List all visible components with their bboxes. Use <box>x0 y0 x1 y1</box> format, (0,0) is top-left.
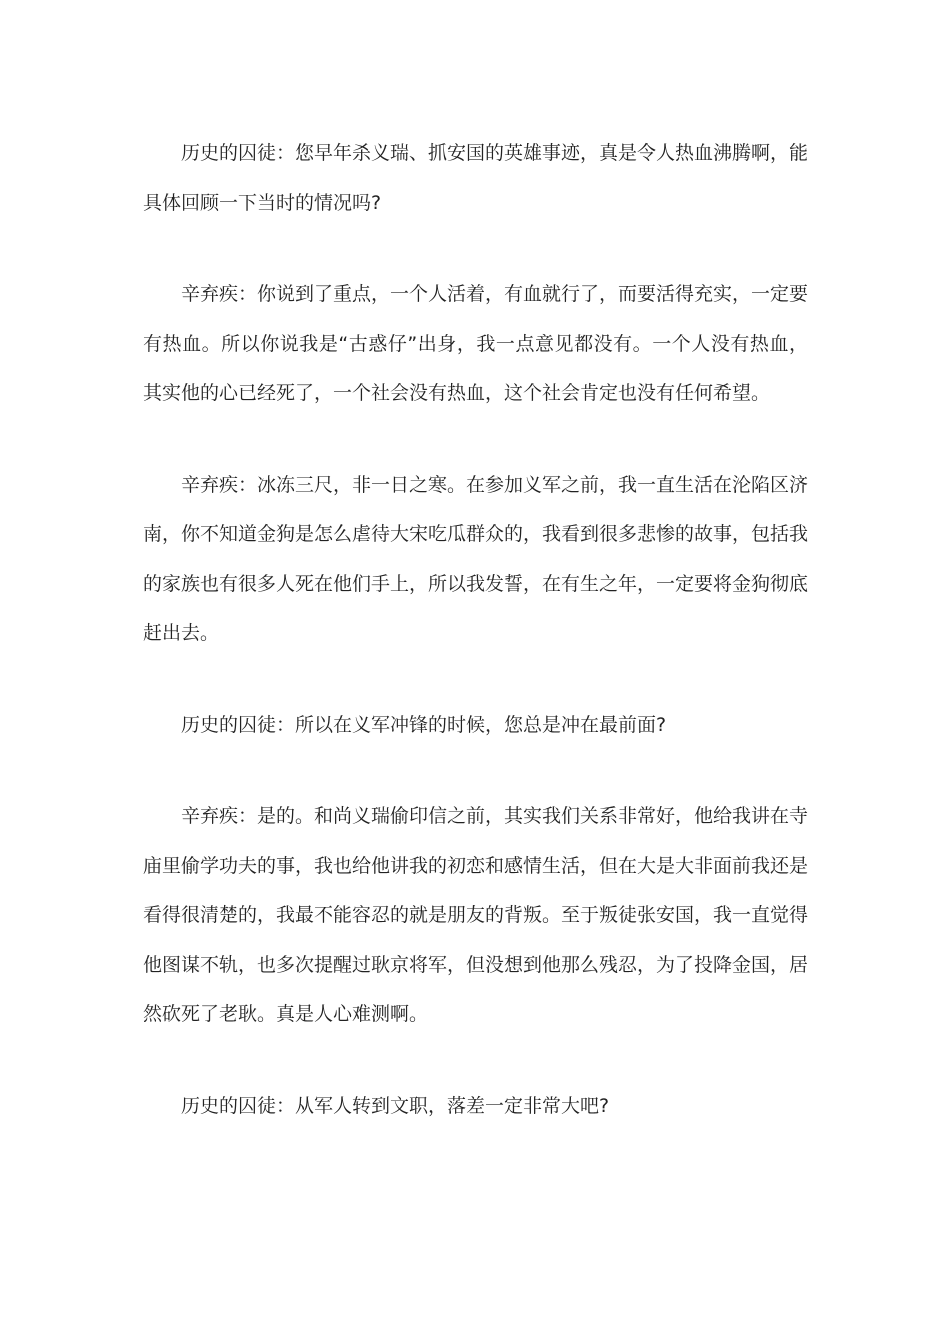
paragraph-answer-motivation: 辛弃疾：冰冻三尺，非一日之寒。在参加义军之前，我一直生活在沦陷区济南，你不知道金狗是怎么虐待大宋吃瓜群众的，我看到很多悲惨的故事，包括我的家族也有很多人死在他们手上，所以我发誓，在有生之年，一定要将金狗彻底赶出去。 <box>143 473 809 644</box>
document-body <box>143 129 808 1173</box>
paragraph-question-career-change: 历史的囚徒：从军人转到文职，落差一定非常大吧? <box>181 1094 610 1117</box>
paragraph-question-heroic-deeds: 历史的囚徒：您早年杀义瑞、抓安国的英雄事迹，真是令人热血沸腾啊，能具体回顾一下当时的情况吗? <box>143 142 809 214</box>
paragraph-question-charge: 历史的囚徒：所以在义军冲锋的时候，您总是冲在最前面? <box>181 713 667 736</box>
paragraph-answer-passion: 辛弃疾：你说到了重点，一个人活着，有血就行了，而要活得充实，一定要有热血。所以你说我是“古惑仔”出身，我一点意见都没有。一个人没有热血，其实他的心已经死了，一个社会没有热血，这个社会肯定也没有任何希望。 <box>143 283 809 404</box>
paragraph-answer-betrayal: 辛弃疾：是的。和尚义瑞偷印信之前，其实我们关系非常好，他给我讲在寺庙里偷学功夫的事，我也给他讲我的初恋和感情生活，但在大是大非面前我还是看得很清楚的，我最不能容忍的就是朋友的背叛。至于叛徒张安国，我一直觉得他图谋不轨，也多次提醒过耿京将军，但没想到他那么残忍，为了投降金国，居然砍死了老耿。真是人心难测啊。 <box>143 805 809 1025</box>
